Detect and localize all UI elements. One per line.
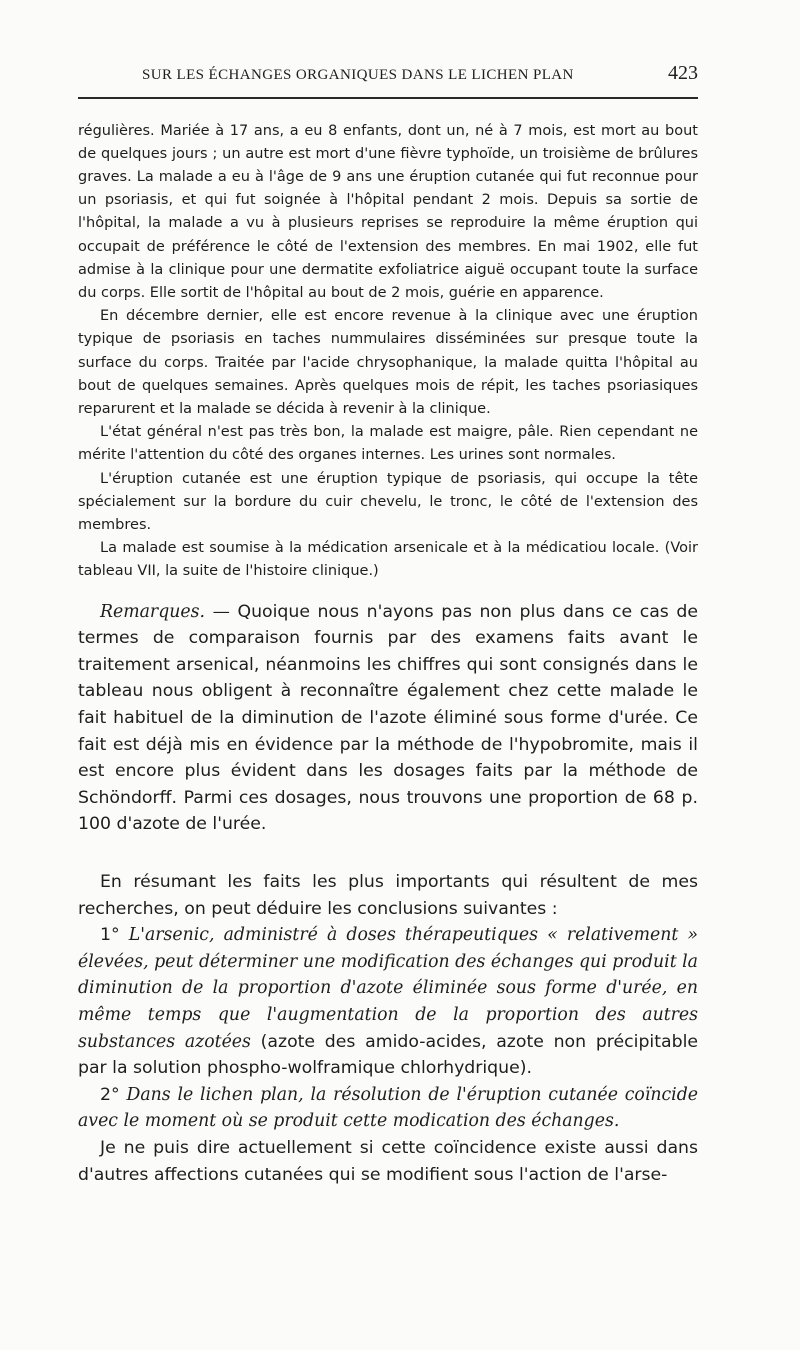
- running-head: [78, 62, 698, 85]
- remarks-label: Remarques.: [100, 601, 205, 622]
- case-paragraph-4: L'éruption cutanée est une éruption typique de psoriasis, qui occupe la tête spécialement sur la bordure du cuir chevelu, le tronc, le côté de l'extension des membres.: [78, 470, 698, 534]
- final-paragraph: Je ne puis dire actuellement si cette coïncidence existe aussi dans d'autres affections cutanées qui se modifient sous l'action de l'arse-: [78, 1137, 698, 1185]
- page-number: 423: [668, 62, 698, 84]
- case-paragraph-2: En décembre dernier, elle est encore revenue à la clinique avec une éruption typique de psoriasis en taches nummulaires disséminées sur presque toute la surface du corps. Traitée par l'acide chrysophanique, la malade quitta l'hôpital au bout de quelques semaines. Après quelques mois de répit, les taches psoriasiques reparurent et la malade se décida à revenir à la clinique.: [78, 308, 698, 418]
- running-title: SUR LES ÉCHANGES ORGANIQUES DANS LE LICHEN PLAN: [142, 67, 574, 83]
- conclusion-1-italic: L'arsenic, administré à doses thérapeutiques « relativement » élevées, peut déterminer une modification des échanges qui produit la diminution de la proportion d'azote éliminée sous forme d'urée, en même temps que l'augmentation de la proportion des autres substances azotées: [78, 925, 698, 1052]
- main-text: [78, 599, 698, 1188]
- conclusions-intro: En résumant les faits les plus importants qui résultent de mes recherches, on peut déduire les conclusions suivantes :: [78, 872, 698, 919]
- conclusion-1: [78, 922, 698, 1082]
- case-paragraph-1: régulières. Mariée à 17 ans, a eu 8 enfants, dont un, né à 7 mois, est mort au bout de quelques jours ; un autre est mort d'une fièvre typhoïde, un troisième de brûlures graves. La malade a eu à l'âge de 9 ans une éruption cutanée qui fut reconnue pour un psoriasis, et qui fut soignée à l'hôpital pendant 2 mois. Depuis sa sortie de l'hôpital, la malade a vu à plusieurs reprises se reproduire la même éruption qui occupait de préférence le côté de l'extension des membres. En mai 1902, elle fut admise à la clinique pour une dermatite exfoliatrice aiguë occupant toute la surface du corps. Elle sortit de l'hôpital au bout de 2 mois, guérie en apparence.: [78, 122, 698, 302]
- conclusion-1-rest: (azote des amido-acides, azote non précipitable par la solution phospho-wolframique chlorhydrique).: [78, 1031, 698, 1079]
- conclusion-2: [78, 1082, 698, 1135]
- header-rule: [78, 97, 698, 99]
- page: [78, 62, 698, 1188]
- remarks-paragraph: [78, 599, 698, 838]
- conclusion-2-italic: Dans le lichen plan, la résolution de l'éruption cutanée coïncide avec le moment où se produit cette modication des échanges.: [78, 1084, 698, 1132]
- case-paragraph-3: L'état général n'est pas très bon, la malade est maigre, pâle. Rien cependant ne mérite l'attention du côté des organes internes. Les urines sont normales.: [78, 424, 698, 464]
- case-history: [78, 120, 698, 584]
- case-paragraph-5: La malade est soumise à la médication arsenicale et à la médicatiou locale. (Voir tableau VII, la suite de l'histoire clinique.): [78, 540, 698, 580]
- conclusion-1-number: 1°: [100, 925, 120, 946]
- remarks-text: — Quoique nous n'ayons pas non plus dans ce cas de termes de comparaison fournis par des examens faits avant le traitement arsenical, néanmoins les chiffres qui sont consignés dans le tableau nous obligent à reconnaître également chez cette malade le fait habituel de la diminution de l'azote éliminé sous forme d'urée. Ce fait est déjà mis en évidence par la méthode de l'hypobromite, mais il est encore plus évident dans les dosages faits par la méthode de Schöndorff. Parmi ces dosages, nous trouvons une proportion de 68 p. 100 d'azote de l'urée.: [78, 601, 698, 835]
- conclusion-2-number: 2°: [100, 1084, 120, 1105]
